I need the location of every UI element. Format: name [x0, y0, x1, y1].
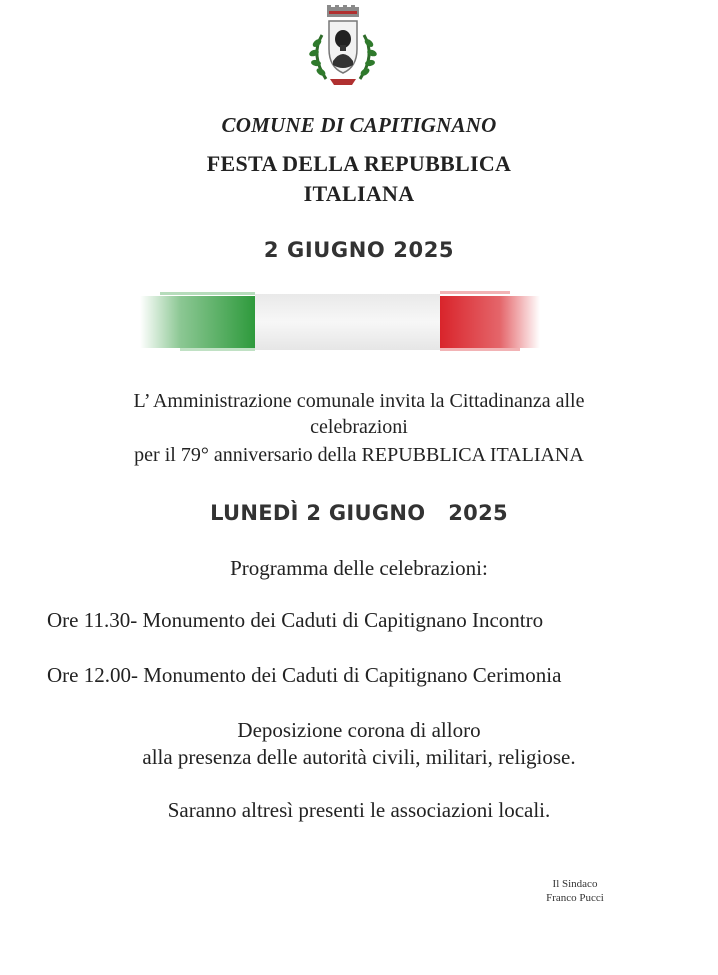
- event-title-line-2: ITALIANA: [303, 181, 415, 206]
- program-item: Ore 12.00- Monumento dei Caduti di Capitignano Cerimonia: [47, 663, 562, 687]
- invitation-line-3: per il 79° anniversario della REPUBBLICA ITALIANA: [134, 444, 584, 466]
- italian-flag-brush-icon: [140, 288, 540, 354]
- wreath-line-2: alla presenza delle autorità civili, militari, religiose.: [142, 745, 576, 769]
- invitation-line-1: L’ Amministrazione comunale invita la Cittadinanza alle: [133, 390, 585, 412]
- event-title-line-1: FESTA DELLA REPUBBLICA: [206, 151, 512, 176]
- associations-note: Saranno altresì presenti le associazioni locali.: [167, 798, 551, 822]
- municipality-name: COMUNE DI CAPITIGNANO: [221, 113, 497, 137]
- signature-title: Il Sindaco: [552, 878, 598, 890]
- event-day-heading: LUNEDÌ 2 GIUGNO 2025: [210, 501, 508, 525]
- municipal-coat-of-arms-icon: [300, 5, 386, 89]
- wreath-line-1: Deposizione corona di alloro: [237, 718, 481, 742]
- signature-name: Franco Pucci: [546, 892, 604, 904]
- program-label: Programma delle celebrazioni:: [230, 556, 488, 580]
- invitation-line-2: celebrazioni: [310, 416, 408, 438]
- event-date-heading: 2 GIUGNO 2025: [263, 238, 455, 262]
- program-item: Ore 11.30- Monumento dei Caduti di Capitignano Incontro: [47, 608, 544, 632]
